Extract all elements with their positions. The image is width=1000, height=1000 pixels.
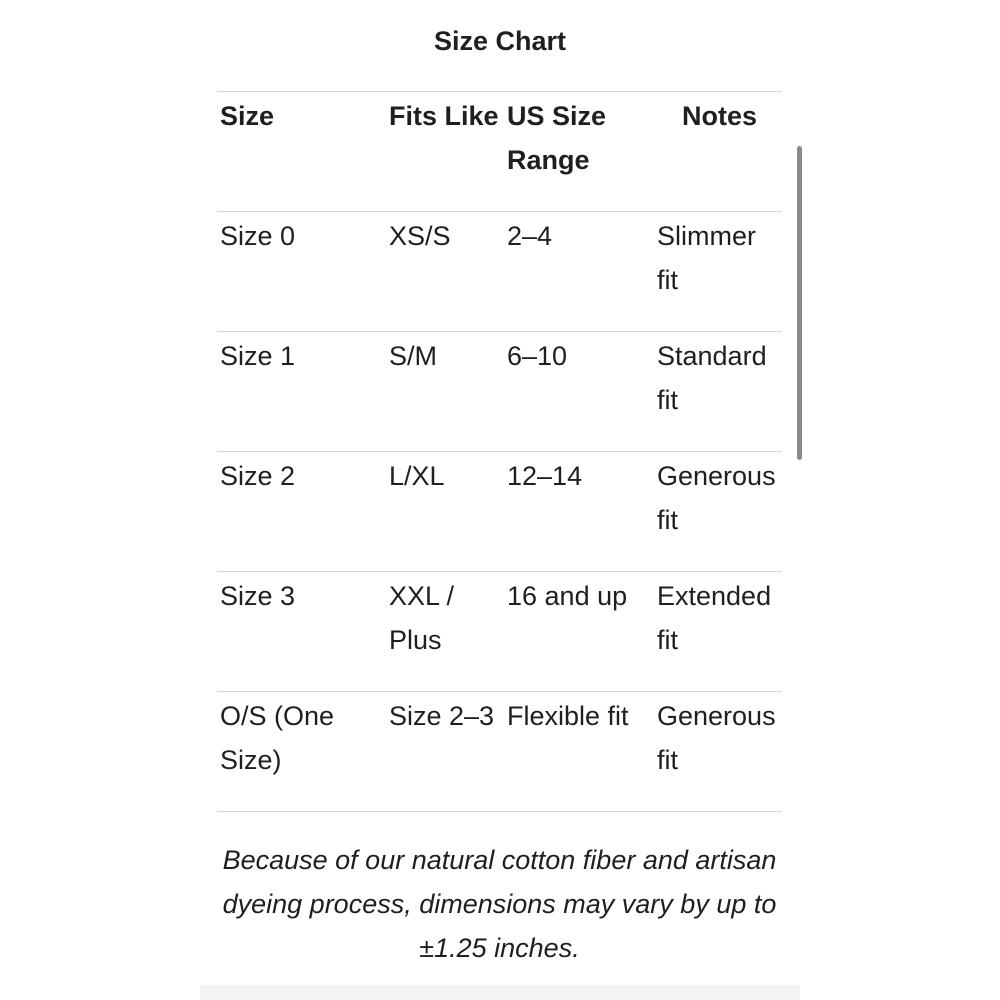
cell-us-size-range: 12–14 [504, 452, 654, 572]
cell-size: Size 2 [217, 452, 386, 572]
cell-fits-like: XS/S [386, 212, 504, 332]
header-notes: Notes [654, 92, 782, 212]
cell-notes: Generous fit [654, 692, 782, 812]
header-size: Size [217, 92, 386, 212]
footnote: Because of our natural cotton fiber and artisan dyeing process, dimensions may vary by up to ±1.25 inches. [222, 845, 777, 963]
table-row [217, 452, 782, 572]
table-header-row [217, 92, 782, 212]
cell-notes: Standard fit [654, 332, 782, 452]
cell-fits-like: XXL / Plus [386, 572, 504, 692]
cell-us-size-range: 2–4 [504, 212, 654, 332]
cell-size: Size 1 [217, 332, 386, 452]
table-row [217, 572, 782, 692]
cell-fits-like: S/M [386, 332, 504, 452]
table-row [217, 212, 782, 332]
cell-us-size-range: Flexible fit [504, 692, 654, 812]
cell-notes: Generous fit [654, 452, 782, 572]
header-fits-like: Fits Like [386, 92, 504, 212]
cell-us-size-range: 16 and up [504, 572, 654, 692]
cell-notes: Slimmer fit [654, 212, 782, 332]
table-row [217, 692, 782, 812]
cell-fits-like: L/XL [386, 452, 504, 572]
cell-size: Size 0 [217, 212, 386, 332]
page-title: Size Chart [433, 26, 567, 56]
scrollbar[interactable] [797, 146, 802, 460]
bottom-divider [200, 985, 800, 1000]
cell-fits-like: Size 2–3 [386, 692, 504, 812]
size-chart-table [217, 91, 782, 812]
cell-size: Size 3 [217, 572, 386, 692]
header-us-size-range: US Size Range [504, 92, 654, 212]
cell-notes: Extended fit [654, 572, 782, 692]
table-row [217, 332, 782, 452]
cell-size: O/S (One Size) [217, 692, 386, 812]
size-chart-table-container[interactable] [217, 91, 782, 812]
cell-us-size-range: 6–10 [504, 332, 654, 452]
